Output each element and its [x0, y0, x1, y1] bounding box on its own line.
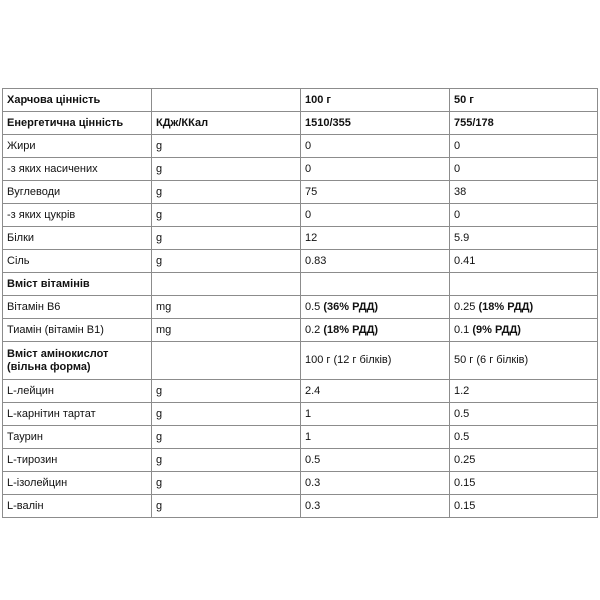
- table-row: [3, 227, 598, 250]
- cell-text: 0.83: [305, 254, 327, 267]
- value-100g-cell: [301, 135, 450, 158]
- value-50g-cell: [450, 89, 598, 112]
- cell-text: Харчова цінність: [7, 93, 101, 106]
- cell-text: 0.3: [305, 499, 321, 512]
- cell-text: 0.25: [454, 453, 476, 466]
- cell-text: g: [156, 499, 163, 512]
- value-100g-cell: [301, 89, 450, 112]
- value-50g-cell: [450, 204, 598, 227]
- cell-text: mg: [156, 300, 172, 313]
- value-100g-cell: [301, 181, 450, 204]
- table-row: [3, 472, 598, 495]
- rdd-percent: (9% РДД): [472, 323, 521, 336]
- value-50g-cell: [450, 181, 598, 204]
- cell-text: 0.5: [305, 453, 321, 466]
- value-100g-cell: [301, 112, 450, 135]
- cell-text: -з яких насичених: [7, 162, 98, 175]
- cell-text: g: [156, 162, 163, 175]
- cell-text: g: [156, 208, 163, 221]
- cell-text: Таурин: [7, 430, 43, 443]
- value-50g-cell: [450, 112, 598, 135]
- value-50g-cell: [450, 472, 598, 495]
- cell-text: g: [156, 407, 163, 420]
- table-row: [3, 273, 598, 296]
- cell-text: 0.3: [305, 476, 321, 489]
- cell-text: 1.2: [454, 384, 470, 397]
- unit-cell: [152, 319, 301, 342]
- value-50g-cell: [450, 319, 598, 342]
- cell-text: g: [156, 254, 163, 267]
- cell-text: Тиамін (вітамін В1): [7, 323, 104, 336]
- cell-text: 0.5: [454, 407, 470, 420]
- value-50g-cell: [450, 273, 598, 296]
- unit-cell: [152, 403, 301, 426]
- cell-text: Білки: [7, 231, 35, 244]
- nutrient-name-cell: [3, 296, 152, 319]
- value-100g-cell: [301, 250, 450, 273]
- cell-text: 0.5: [305, 300, 324, 313]
- value-100g-cell: [301, 296, 450, 319]
- value-100g-cell: [301, 403, 450, 426]
- unit-cell: [152, 227, 301, 250]
- cell-text: g: [156, 384, 163, 397]
- cell-text: 0: [454, 139, 461, 152]
- value-100g-cell: [301, 449, 450, 472]
- value-50g-cell: [450, 135, 598, 158]
- nutrient-name-cell: [3, 89, 152, 112]
- nutrient-name-cell: [3, 112, 152, 135]
- cell-text: 0.15: [454, 499, 476, 512]
- unit-cell: [152, 380, 301, 403]
- cell-text: g: [156, 139, 163, 152]
- table-row: [3, 426, 598, 449]
- unit-cell: [152, 342, 301, 380]
- cell-text: L-ізолейцин: [7, 476, 68, 489]
- cell-text: Вміст вітамінів: [7, 277, 90, 290]
- value-50g-cell: [450, 426, 598, 449]
- nutrient-name-cell: [3, 250, 152, 273]
- rdd-percent: (18% РДД): [478, 300, 534, 313]
- cell-text: 0: [305, 139, 312, 152]
- table-row: [3, 135, 598, 158]
- rdd-percent: (18% РДД): [323, 323, 379, 336]
- table-row: [3, 380, 598, 403]
- nutrition-table: [2, 88, 598, 518]
- unit-cell: [152, 89, 301, 112]
- cell-text: Вуглеводи: [7, 185, 61, 198]
- cell-text: 75: [305, 185, 318, 198]
- value-50g-cell: [450, 403, 598, 426]
- cell-text: L-валін: [7, 499, 44, 512]
- unit-cell: [152, 158, 301, 181]
- cell-text: 755/178: [454, 116, 494, 129]
- unit-cell: [152, 181, 301, 204]
- cell-text: Сіль: [7, 254, 30, 267]
- nutrient-name-cell: [3, 403, 152, 426]
- unit-cell: [152, 472, 301, 495]
- cell-text: 0: [305, 208, 312, 221]
- cell-text: 0.15: [454, 476, 476, 489]
- nutrient-name-cell: [3, 449, 152, 472]
- cell-text: Вітамін В6: [7, 300, 61, 313]
- cell-text: g: [156, 430, 163, 443]
- table-row: [3, 112, 598, 135]
- value-100g-cell: [301, 204, 450, 227]
- cell-text: mg: [156, 323, 172, 336]
- cell-text: 50 г: [454, 93, 474, 106]
- cell-text: 0: [454, 162, 461, 175]
- value-100g-cell: [301, 273, 450, 296]
- value-100g-cell: [301, 158, 450, 181]
- value-50g-cell: [450, 495, 598, 518]
- table-row: [3, 319, 598, 342]
- cell-text: 0: [305, 162, 312, 175]
- value-100g-cell: [301, 380, 450, 403]
- nutrient-name-cell: [3, 319, 152, 342]
- cell-text: L-тирозин: [7, 453, 58, 466]
- nutrient-name-cell: [3, 495, 152, 518]
- unit-cell: [152, 112, 301, 135]
- cell-text: 0.5: [454, 430, 470, 443]
- value-100g-cell: [301, 495, 450, 518]
- table-row: [3, 158, 598, 181]
- cell-text: 5.9: [454, 231, 470, 244]
- table-row: [3, 296, 598, 319]
- cell-text: 0.2: [305, 323, 324, 336]
- cell-text: 0.41: [454, 254, 476, 267]
- table-row: [3, 204, 598, 227]
- cell-text: 0.1: [454, 323, 473, 336]
- value-50g-cell: [450, 158, 598, 181]
- value-100g-cell: [301, 426, 450, 449]
- value-50g-cell: [450, 449, 598, 472]
- nutrient-name-cell: [3, 426, 152, 449]
- nutrient-name-cell: [3, 158, 152, 181]
- unit-cell: [152, 449, 301, 472]
- cell-text: 1: [305, 430, 312, 443]
- cell-text: 2.4: [305, 384, 321, 397]
- cell-text: L-карнітин тартат: [7, 407, 96, 420]
- cell-text: 100 г: [305, 93, 331, 106]
- cell-text: Вміст амінокислот (вільна форма): [7, 347, 109, 373]
- cell-text: 50 г (6 г білків): [454, 354, 529, 366]
- cell-text: 1: [305, 407, 312, 420]
- unit-cell: [152, 135, 301, 158]
- nutrient-name-cell: [3, 342, 152, 380]
- unit-cell: [152, 273, 301, 296]
- cell-text: L-лейцин: [7, 384, 54, 397]
- cell-text: 12: [305, 231, 318, 244]
- cell-text: 38: [454, 185, 467, 198]
- value-100g-cell: [301, 342, 450, 380]
- rdd-percent: (36% РДД): [323, 300, 379, 313]
- unit-cell: [152, 426, 301, 449]
- table-row: [3, 403, 598, 426]
- value-50g-cell: [450, 296, 598, 319]
- nutrient-name-cell: [3, 472, 152, 495]
- unit-cell: [152, 296, 301, 319]
- cell-text: 0.25: [454, 300, 479, 313]
- nutrient-name-cell: [3, 204, 152, 227]
- cell-text: Енергетична цінність: [7, 116, 124, 129]
- table-row: [3, 449, 598, 472]
- cell-text: 1510/355: [305, 116, 351, 129]
- value-100g-cell: [301, 319, 450, 342]
- value-50g-cell: [450, 380, 598, 403]
- nutrient-name-cell: [3, 227, 152, 250]
- cell-text: Жири: [7, 139, 36, 152]
- value-50g-cell: [450, 342, 598, 380]
- unit-cell: [152, 204, 301, 227]
- table-row: [3, 181, 598, 204]
- unit-cell: [152, 250, 301, 273]
- cell-text: g: [156, 453, 163, 466]
- table-row: [3, 495, 598, 518]
- nutrition-table-body: [3, 89, 598, 518]
- value-100g-cell: [301, 227, 450, 250]
- cell-text: 0: [454, 208, 461, 221]
- value-50g-cell: [450, 250, 598, 273]
- cell-text: g: [156, 185, 163, 198]
- unit-cell: [152, 495, 301, 518]
- cell-text: КДж/ККал: [156, 116, 209, 129]
- nutrient-name-cell: [3, 273, 152, 296]
- cell-text: g: [156, 476, 163, 489]
- nutrient-name-cell: [3, 181, 152, 204]
- table-row: [3, 89, 598, 112]
- cell-text: -з яких цукрів: [7, 208, 76, 221]
- nutrient-name-cell: [3, 135, 152, 158]
- cell-text: 100 г (12 г білків): [305, 354, 392, 366]
- nutrient-name-cell: [3, 380, 152, 403]
- table-row: [3, 250, 598, 273]
- value-100g-cell: [301, 472, 450, 495]
- table-row: [3, 342, 598, 380]
- value-50g-cell: [450, 227, 598, 250]
- cell-text: g: [156, 231, 163, 244]
